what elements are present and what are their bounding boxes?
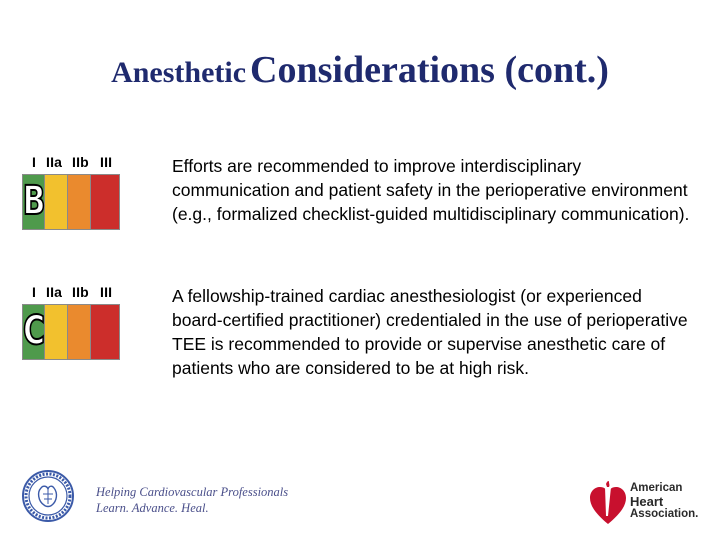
level-of-evidence-badge: B xyxy=(22,177,46,225)
class-label-i: I xyxy=(32,154,37,170)
title-part-1: Anesthetic xyxy=(111,56,247,89)
class-iii-segment xyxy=(91,305,119,359)
class-label-i: I xyxy=(32,284,37,300)
acc-tagline xyxy=(96,484,288,516)
level-of-evidence-badge: C xyxy=(22,307,46,355)
acc-tagline-line-1: Helping Cardiovascular Professionals xyxy=(96,485,289,499)
slide-title xyxy=(0,48,720,92)
aha-wordmark-line-1: American xyxy=(630,482,683,494)
aha-wordmark xyxy=(630,482,698,521)
class-label-iia: IIa xyxy=(46,154,63,170)
recommendation-text: Efforts are recommended to improve interdisciplinary communication and patient safety in the perioperative environment (e.g., formalized checklist-guided multidisciplinary communication). xyxy=(172,156,690,224)
class-iib-segment xyxy=(68,305,91,359)
aha-footer xyxy=(588,474,708,534)
aha-wordmark-line-3: Association. xyxy=(630,508,699,520)
acc-footer xyxy=(22,470,302,526)
title-part-2: Considerations (cont.) xyxy=(250,49,609,91)
acc-tagline-line-2: Learn. Advance. Heal. xyxy=(96,501,209,515)
class-label-iii: III xyxy=(100,154,113,170)
class-label-iib: IIb xyxy=(72,284,89,300)
acc-seal-logo xyxy=(22,470,74,522)
class-iia-segment xyxy=(45,175,68,229)
aha-wordmark-line-2: Heart xyxy=(630,494,664,509)
aha-heart-torch-icon xyxy=(588,476,628,528)
class-label-iib: IIb xyxy=(72,154,89,170)
class-label-iii: III xyxy=(100,284,113,300)
class-iib-segment xyxy=(68,175,91,229)
recommendation-text: A fellowship-trained cardiac anesthesiologist (or experienced board-certified practitioner) credentialed in the use of perioperative TEE is recommended to provide or supervise anesthetic care of patients who are considered to be at high risk. xyxy=(172,286,688,378)
class-iii-segment xyxy=(91,175,119,229)
class-iia-segment xyxy=(45,305,68,359)
class-label-iia: IIa xyxy=(46,284,63,300)
